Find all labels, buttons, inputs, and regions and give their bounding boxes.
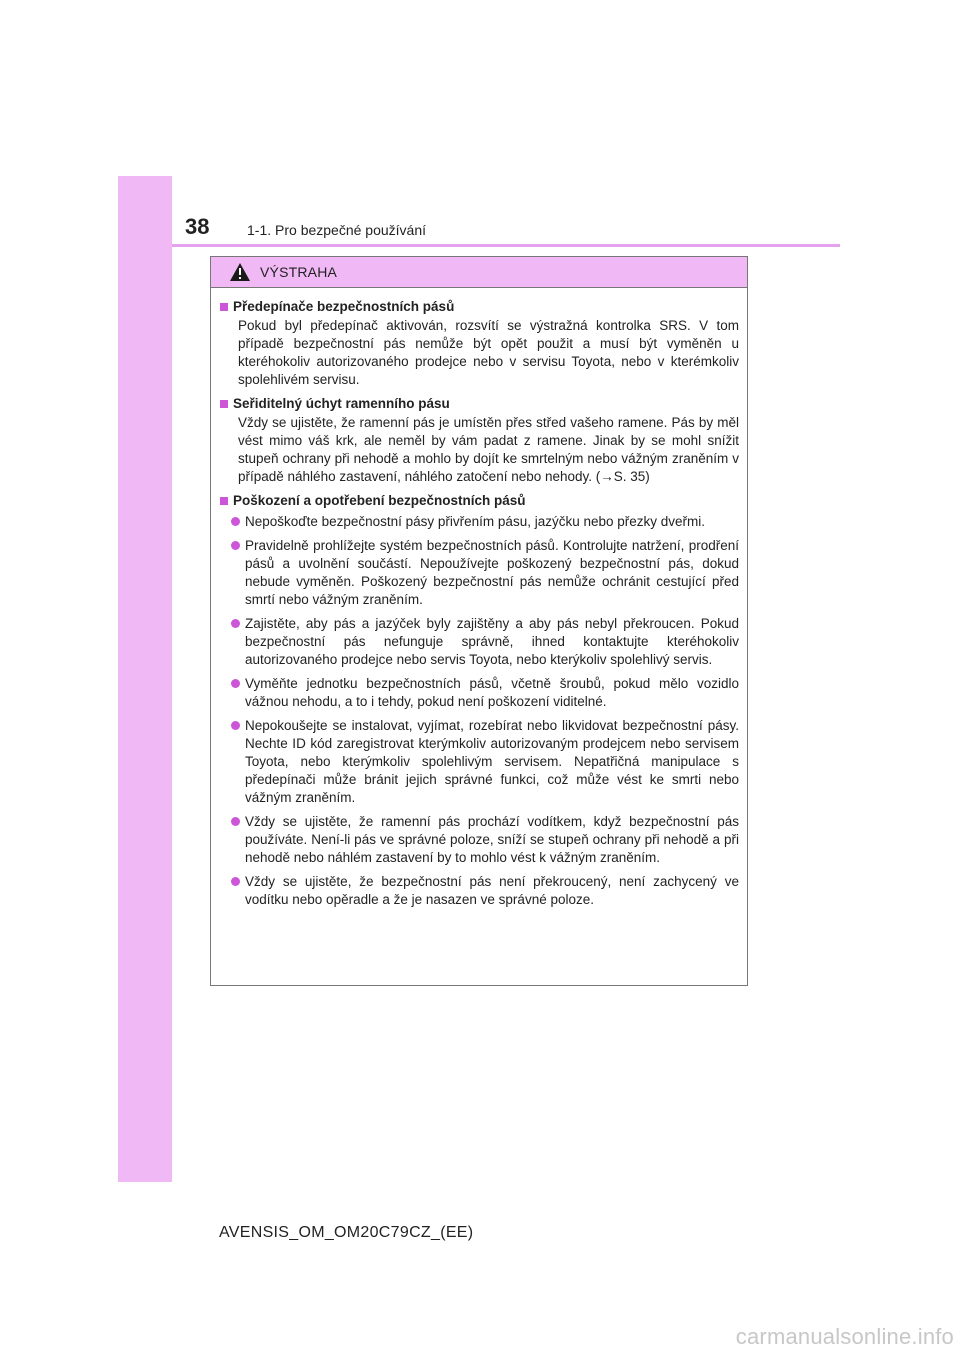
circle-bullet-icon — [231, 517, 240, 526]
list-item-text: Nepokoušejte se instalovat, vyjímat, rozebírat nebo likvidovat bezpečnostní pásy. Nechte ID kód zaregistrovat kterýmkoliv autorizovaným prodejcem nebo servisem Toyota, nebo kterýmkoliv spolehlivým servisem. Nepatřičná manipulace s předepínači může bránit jejich správné funkci, což může vést ke smrti nebo vážným zraněním. — [245, 718, 739, 805]
list-item-text: Nepoškoďte bezpečnostní pásy přivřením pásu, jazýčku nebo přezky dveřmi. — [245, 514, 706, 529]
section-paragraph: Pokud byl předepínač aktivován, rozsvítí se výstražná kontrolka SRS. V tom případě bezpečnostní pás nemůže být opět použit a musí být vyměněn u kteréhokoliv autorizovaného prodejce nebo v servisu Toyota, nebo v kterémkoliv spolehlivém servisu. — [238, 318, 739, 387]
list-item — [231, 813, 739, 867]
section-heading-text: Předepínače bezpečnostních pásů — [233, 299, 455, 314]
warning-body — [211, 288, 747, 909]
section-title: 1-1. Pro bezpečné používání — [247, 222, 427, 238]
list-item — [231, 615, 739, 669]
page-number: 38 — [185, 214, 210, 239]
list-item-text: Pravidelně prohlížejte systém bezpečnostních pásů. Kontrolujte natržení, prodření pásů a uvolnění součástí. Nepoužívejte poškozený bezpečnostní pás, dokud nebude vyměněn. Poškozený bezpečnostní pás nemůže ochránit cestující před smrtí nebo vážným zraněním. — [245, 538, 739, 607]
circle-bullet-icon — [231, 541, 240, 550]
square-bullet-icon — [220, 497, 228, 505]
chapter-sidebar-tab — [118, 176, 172, 1182]
warning-title: VÝSTRAHA — [260, 264, 338, 280]
warning-header — [211, 257, 747, 288]
section-heading — [219, 395, 739, 413]
circle-bullet-icon — [231, 619, 240, 628]
document-code: AVENSIS_OM_OM20C79CZ_(EE) — [219, 1224, 474, 1241]
square-bullet-icon — [220, 303, 228, 311]
list-item — [231, 717, 739, 807]
section-damage-wear — [219, 492, 739, 909]
warning-triangle-icon — [229, 262, 251, 282]
section-pretensioners — [219, 298, 739, 389]
watermark: carmanualsonline.info — [735, 1324, 954, 1349]
list-item — [231, 873, 739, 909]
circle-bullet-icon — [231, 877, 240, 886]
section-paragraph: Vždy se ujistěte, že ramenní pás je umístěn přes střed vašeho ramene. Pás by měl vést mimo váš krk, ale neměl by vám padat z ramene. Jinak by se mohl snížit stupeň ochrany při nehodě a mohlo by dojít ke smrtelným nebo vážným zraněním v případě náhlého zastavení, náhlého zatočení nebo nehody. (→S. 35) — [238, 415, 739, 484]
circle-bullet-icon — [231, 721, 240, 730]
header-rule — [172, 244, 840, 247]
section-heading — [219, 298, 739, 316]
section-heading — [219, 492, 739, 510]
list-item-text: Vždy se ujistěte, že bezpečnostní pás není překroucený, není zachycený ve vodítku nebo opěradle a že je nasazen ve správné poloze. — [245, 874, 739, 907]
circle-bullet-icon — [231, 679, 240, 688]
section-heading-text: Seřiditelný úchyt ramenního pásu — [233, 396, 450, 411]
section-shoulder-anchor — [219, 395, 739, 486]
list-item — [231, 675, 739, 711]
list-item-text: Zajistěte, aby pás a jazýček byly zajištěny a aby pás nebyl překroucen. Pokud bezpečnostní pás nefunguje správně, ihned kontaktujte kteréhokoliv autorizovaného prodejce nebo servis Toyota, nebo kterýkoliv spolehlivý servis. — [245, 616, 739, 667]
warning-box — [210, 256, 748, 986]
section-heading-text: Poškození a opotřebení bezpečnostních pásů — [233, 493, 526, 508]
circle-bullet-icon — [231, 817, 240, 826]
list-item-text: Vždy se ujistěte, že ramenní pás prochází vodítkem, když bezpečnostní pás používáte. Není-li pás ve správné poloze, sníží se stupeň ochrany při nehodě a při nehodě nebo náhlém zastavení by to mohlo vést k vážným zraněním. — [245, 814, 739, 865]
square-bullet-icon — [220, 400, 228, 408]
list-item-text: Vyměňte jednotku bezpečnostních pásů, včetně šroubů, pokud mělo vozidlo vážnou nehodu, a to i tehdy, pokud není poškození viditelné. — [245, 676, 739, 709]
list-item — [231, 513, 739, 531]
list-item — [231, 537, 739, 609]
